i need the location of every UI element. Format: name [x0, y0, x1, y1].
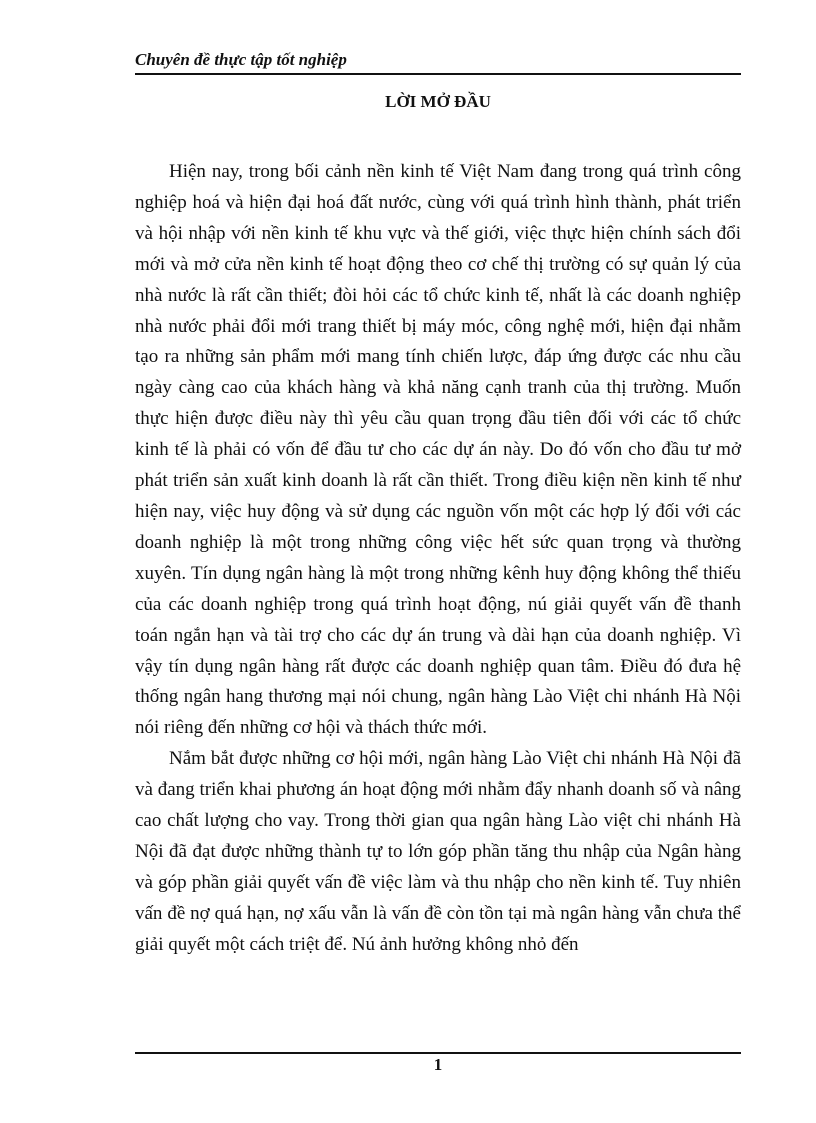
- footer-divider: [135, 1052, 741, 1054]
- document-body: [135, 157, 741, 961]
- paragraph-1: Hiện nay, trong bối cảnh nền kinh tế Việt Nam đang trong quá trình công nghiệp hoá và hiện đại hoá đất nước, cùng với quá trình hình thành, phát triển và hội nhập với nền kinh tế khu vực và thế giới, việc thực hiện chính sách đổi mới và mở cửa nền kinh tế hoạt động theo cơ chế thị trường có sự quản lý của nhà nước là rất cần thiết; đòi hỏi các tổ chức kinh tế, nhất là các doanh nghiệp nhà nước phải đổi mới trang thiết bị máy móc, công nghệ mới, hiện đại nhằm tạo ra những sản phẩm mới mang tính chiến lược, đáp ứng được các nhu cầu ngày càng cao của khách hàng và khả năng cạnh tranh của thị trường. Muốn thực hiện được điều này thì yêu cầu quan trọng đầu tiên đối với các tổ chức kinh tế là phải có vốn để đầu tư cho các dự án này. Do đó vốn cho đầu tư mở phát triển sản xuất kinh doanh là rất cần thiết. Trong điều kiện nền kinh tế như hiện nay, việc huy động và sử dụng các nguồn vốn một các hợp lý đối với các doanh nghiệp là một trong những công việc hết sức quan trọng và thường xuyên. Tín dụng ngân hàng là một trong những kênh huy động không thể thiếu của các doanh nghiệp trong quá trình hoạt động, nú giải quyết vấn đề thanh toán ngắn hạn và tài trợ cho các dự án trung và dài hạn của doanh nghiệp. Vì vậy tín dụng ngân hàng rất được các doanh nghiệp quan tâm. Điều đó đưa hệ thống ngân hang thương mại nói chung, ngân hàng Lào Việt chi nhánh Hà Nội nói riêng đến những cơ hội và thách thức mới.: [135, 161, 741, 739]
- header-title: Chuyên đề thực tập tốt nghiệp: [135, 50, 347, 69]
- section-title: LỜI MỞ ĐẦU: [385, 92, 491, 111]
- page-number: 1: [433, 1055, 443, 1074]
- paragraph-2: Nắm bắt được những cơ hội mới, ngân hàng Lào Việt chi nhánh Hà Nội đã và đang triển khai phương án hoạt động mới nhằm đẩy nhanh doanh số và nâng cao chất lượng cho vay. Trong thời gian qua ngân hàng Lào việt chi nhánh Hà Nội đã đạt được những thành tự to lớn góp phần tăng thu nhập của Ngân hàng và góp phần giải quyết vấn đề việc làm và thu nhập cho nền kinh tế. Tuy nhiên vấn đề nợ quá hạn, nợ xấu vẫn là vấn đề còn tồn tại mà ngân hàng vẫn chưa thể giải quyết một cách triệt để. Nú ảnh hưởng không nhỏ đến: [135, 748, 741, 955]
- page-header: [135, 49, 741, 75]
